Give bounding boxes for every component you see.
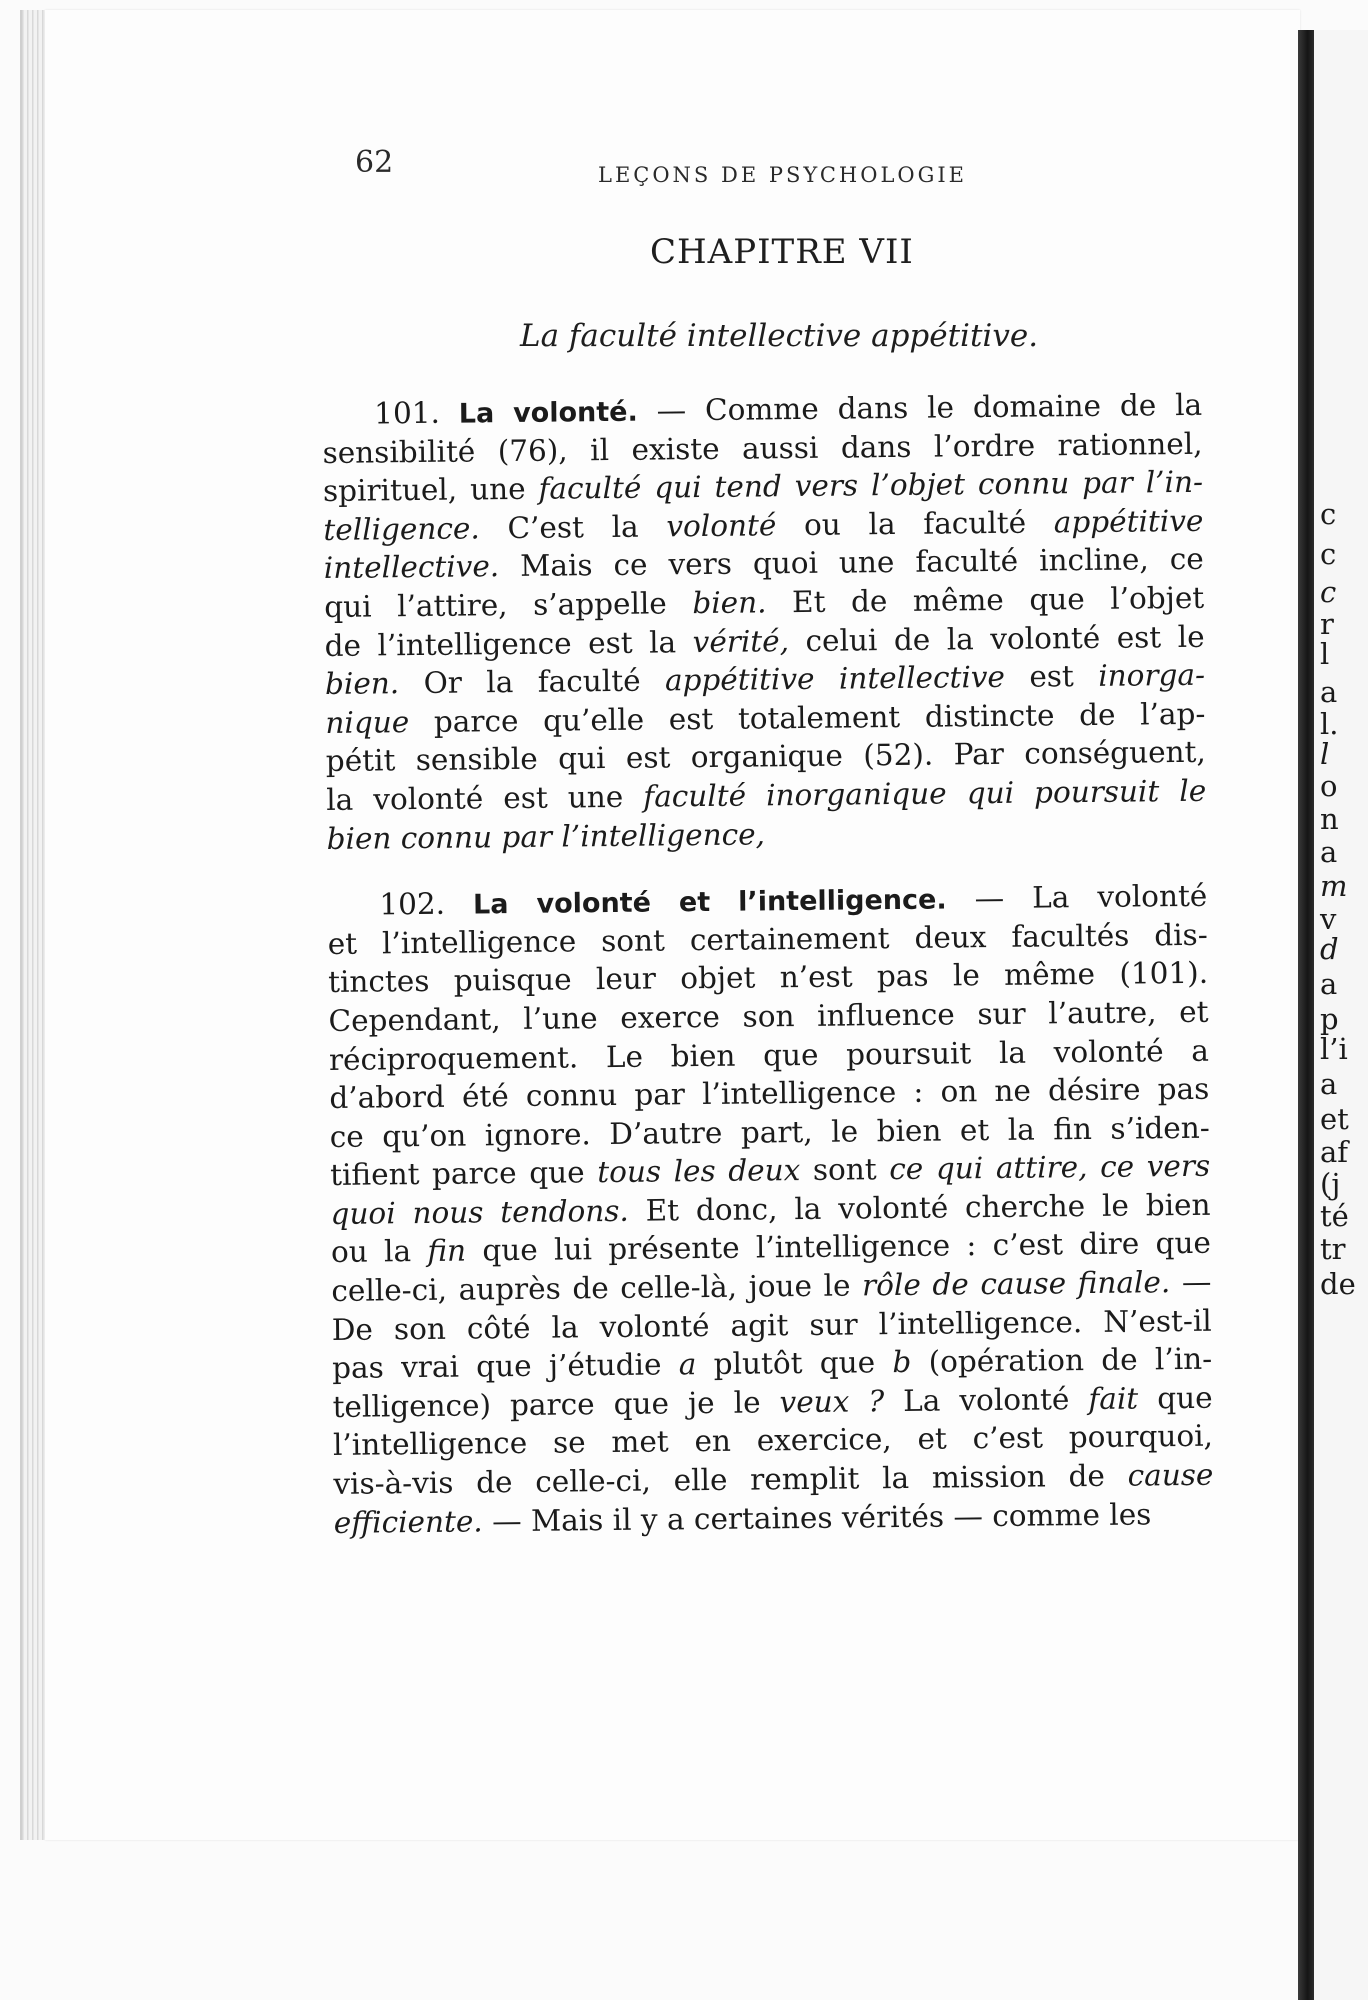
italic-text: telligence.	[323, 511, 480, 547]
facing-page-letter: (j	[1320, 1167, 1341, 1201]
italic-text: intellective.	[323, 549, 500, 586]
text-run: telligence) parce que je le	[332, 1385, 780, 1424]
italic-text: fait	[1088, 1381, 1139, 1416]
paragraph-2	[327, 877, 1214, 1542]
italic-text: appétitive intellective	[664, 660, 1006, 698]
facing-page-letter: a	[1320, 675, 1338, 709]
facing-page-letter: n	[1320, 802, 1339, 836]
text-run: que	[1137, 1380, 1213, 1416]
italic-text: faculté qui tend vers l’objet connu par l’in-	[538, 464, 1204, 506]
italic-text: vérité,	[692, 623, 790, 659]
text-run: Cependant, l’une exerce son influence sur l’autre, et	[328, 994, 1209, 1038]
section-number: 102.	[379, 886, 446, 922]
italic-text: bien connu par l’intelligence,	[326, 816, 766, 856]
text-run: tifient parce que	[329, 1155, 598, 1193]
italic-text: ce qui attire, ce vers	[889, 1149, 1211, 1187]
text-run: Et donc, la volonté cherche le bien	[628, 1187, 1211, 1228]
italic-text: bien.	[324, 666, 400, 702]
page-number: 62	[355, 145, 394, 180]
text-run: — Comme dans le domaine de la	[656, 387, 1203, 428]
italic-text: efficiente.	[333, 1504, 483, 1540]
text-run: qui l’attire, s’appelle	[324, 586, 693, 624]
facing-page-letter: té	[1320, 1199, 1349, 1233]
text-run: est	[1004, 659, 1099, 695]
running-head: LEÇONS DE PSYCHOLOGIE	[598, 163, 968, 187]
text-run: sont	[800, 1152, 890, 1188]
italic-text: a	[678, 1347, 697, 1382]
facing-page-letter: m	[1320, 869, 1348, 903]
facing-page-letter: af	[1320, 1135, 1349, 1169]
text-run: l’intelligence se met en exercice, et c’est pourquoi,	[332, 1419, 1214, 1463]
italic-text: tous les deux	[597, 1153, 801, 1190]
text-run: C’est la	[479, 509, 667, 546]
text-run: — La volonté	[974, 878, 1208, 916]
text-run: de l’intelligence est la	[324, 624, 693, 663]
text-run: Mais ce vers quoi une faculté incline, ce	[499, 542, 1204, 584]
italic-text: fin	[427, 1234, 467, 1269]
text-run: que lui présente l’intelligence : c’est dire que	[465, 1226, 1212, 1269]
facing-page-letter: tr	[1320, 1232, 1346, 1266]
text-run: tinctes puisque leur objet n’est pas le même (101).	[327, 956, 1209, 1000]
italic-text: inorga-	[1098, 657, 1206, 694]
facing-page-letter: l	[1320, 737, 1330, 771]
text-run: La volonté	[883, 1381, 1089, 1419]
text-run: plutôt que	[696, 1345, 893, 1382]
text-run: — Mais il y a certaines vérités — comme les	[482, 1497, 1152, 1539]
italic-text: cause	[1127, 1457, 1214, 1493]
book-gutter	[1298, 30, 1314, 2000]
text-run: la volonté est une	[326, 779, 644, 817]
facing-page-letter: a	[1320, 835, 1338, 869]
text-run: ce qu’on ignore. D’autre part, le bien et la fin s’iden-	[329, 1110, 1210, 1154]
italic-text: veux ?	[779, 1384, 885, 1420]
facing-page-letter: a	[1320, 967, 1338, 1001]
text-run: ou la	[330, 1234, 428, 1270]
facing-page-letter: l.	[1320, 707, 1339, 741]
facing-page-letter: c	[1320, 537, 1337, 571]
text-run: —	[1170, 1264, 1212, 1300]
italic-text: quoi nous tendons.	[330, 1193, 629, 1231]
facing-page-fragment	[1314, 30, 1368, 2000]
facing-page-letter: de	[1320, 1267, 1356, 1301]
text-run: et l’intelligence sont certainement deux facultés dis-	[327, 917, 1208, 961]
page-header	[355, 145, 1055, 185]
italic-text: b	[892, 1345, 912, 1380]
text-run: celui de la volonté est le	[788, 619, 1205, 658]
text-run: Or la faculté	[399, 663, 666, 701]
section-heading: La volonté.	[458, 396, 638, 430]
text-run: d’abord été connu par l’intelligence : on ne désire pas	[329, 1071, 1210, 1116]
body-text	[322, 386, 1214, 1570]
facing-page-letter: l	[1320, 637, 1330, 671]
facing-page-letter: p	[1320, 1002, 1339, 1036]
text-run: De son côté la volonté agit sur l’intelligence. N’est-il	[331, 1303, 1212, 1347]
italic-text: appétitive	[1053, 503, 1204, 540]
text-run: pétit sensible qui est organique (52). Par conséguent,	[325, 735, 1206, 779]
section-number: 101.	[374, 395, 441, 431]
italic-text: bien.	[692, 585, 767, 621]
facing-page-letter: et	[1320, 1102, 1349, 1136]
italic-text: volonté	[666, 508, 777, 544]
italic-text: faculté inorganique qui poursuit le	[643, 773, 1207, 814]
facing-page-letter: d	[1320, 932, 1339, 966]
facing-page-letter: v	[1320, 902, 1337, 936]
facing-page-letter: l’i	[1320, 1032, 1348, 1066]
text-run: ou la faculté	[776, 505, 1055, 543]
chapter-title: CHAPITRE VII	[650, 232, 914, 272]
italic-text: nique	[325, 704, 410, 740]
text-run: vis-à-vis de celle-ci, elle remplit la mission de	[333, 1458, 1128, 1501]
text-run: parce qu’elle est totalement distincte de l’ap-	[409, 696, 1206, 739]
text-run: pas vrai que j’étudie	[332, 1347, 679, 1386]
paragraph-1	[322, 386, 1207, 858]
text-run: sensibilité (76), il existe aussi dans l’ordre rationnel,	[322, 426, 1203, 470]
chapter-subtitle: La faculté intellective appétitive.	[520, 318, 1039, 354]
text-run: celle-ci, auprès de celle-là, joue le	[331, 1268, 863, 1309]
text-run: (opération de l’in-	[911, 1341, 1213, 1380]
italic-text: rôle de cause finale.	[861, 1265, 1171, 1303]
facing-page-letter: c	[1320, 497, 1337, 531]
text-run: spirituel, une	[322, 471, 539, 509]
facing-page-letter: r	[1320, 607, 1334, 641]
facing-page-letter: o	[1320, 769, 1338, 803]
facing-page-letter: a	[1320, 1067, 1338, 1101]
text-run: Et de même que l’objet	[766, 580, 1205, 620]
facing-page-letter: c	[1320, 575, 1337, 609]
section-heading: La volonté et l’intelligence.	[472, 884, 947, 921]
text-run: réciproquement. Le bien que poursuit la volonté a	[328, 1033, 1210, 1077]
